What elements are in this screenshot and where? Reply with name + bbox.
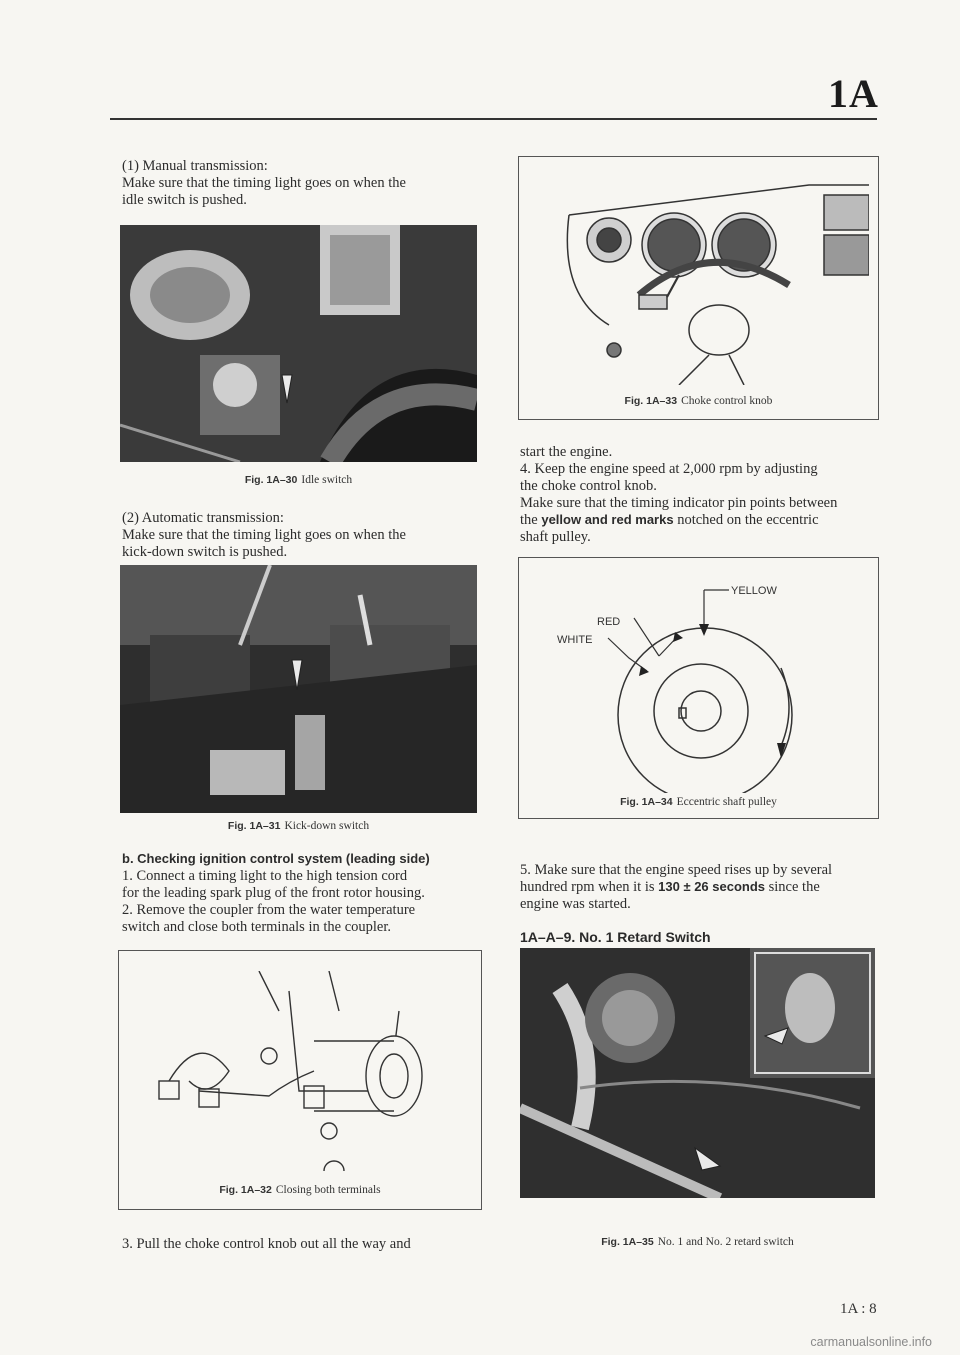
fig30-number: Fig. 1A–30: [244, 474, 298, 486]
auto-text-1: Make sure that the timing light goes on when the: [122, 527, 406, 543]
fig35-caption: [520, 1236, 875, 1248]
fig32-title: Closing both terminals: [275, 1184, 381, 1196]
idle-switch-photo: [120, 225, 477, 462]
auto-heading: (2) Automatic transmission:: [122, 510, 284, 526]
fig30-title: Idle switch: [301, 474, 353, 486]
step1-line-b: for the leading spark plug of the front rotor housing.: [122, 885, 425, 901]
fig35-title: No. 1 and No. 2 retard switch: [657, 1236, 794, 1248]
step4-d-bold: yellow and red marks: [541, 512, 674, 527]
pulley-label-white: WHITE: [557, 634, 593, 646]
fig33-frame: [518, 156, 879, 420]
fig32-number: Fig. 1A–32: [219, 1184, 272, 1196]
watermark: carmanualsonline.info: [810, 1335, 932, 1349]
step4-line-d: [520, 512, 819, 529]
pulley-label-yellow: YELLOW: [731, 585, 777, 597]
step4-line-b: the choke control knob.: [520, 478, 657, 494]
fig32-caption: [119, 1184, 481, 1196]
fig34-frame: [518, 557, 879, 819]
fig34-title: Eccentric shaft pulley: [676, 796, 777, 808]
retard-switch-photo: [520, 948, 875, 1198]
step5-line-b: [520, 879, 820, 896]
step5-b-post: since the: [768, 879, 820, 895]
fig30-caption: [120, 474, 477, 486]
header-rule: [110, 118, 877, 120]
step5-line-c: engine was started.: [520, 896, 631, 912]
manual-heading: (1) Manual transmission:: [122, 158, 268, 174]
step5-b-bold: 130 ± 26 seconds: [658, 879, 766, 894]
fig33-number: Fig. 1A–33: [624, 395, 678, 407]
closing-terminals-drawing: [139, 971, 461, 1171]
step3-line: 3. Pull the choke control knob out all the way and: [122, 1236, 411, 1252]
step4-line-a: 4. Keep the engine speed at 2,000 rpm by adjusting: [520, 461, 818, 477]
choke-knob-drawing: [529, 175, 869, 385]
step5-b-pre: hundred rpm when it is: [520, 879, 655, 895]
fig31-title: Kick-down switch: [284, 820, 370, 832]
retard-switch-heading: 1A–A–9. No. 1 Retard Switch: [520, 929, 711, 945]
kick-down-switch-photo: [120, 565, 477, 813]
step4-line-e: shaft pulley.: [520, 529, 591, 545]
pulley-label-red: RED: [597, 616, 621, 628]
fig33-title: Choke control knob: [681, 395, 773, 407]
fig32-frame: [118, 950, 482, 1210]
section-tag: 1A: [828, 71, 879, 116]
check-heading: b. Checking ignition control system (leading side): [122, 851, 430, 866]
step1-line-a: 1. Connect a timing light to the high tension cord: [122, 868, 408, 884]
fig35-number: Fig. 1A–35: [601, 1236, 654, 1248]
step4-d-pre: the: [520, 512, 538, 528]
fig31-number: Fig. 1A–31: [227, 820, 281, 832]
eccentric-pulley-drawing: [519, 558, 878, 793]
page-number: 1A : 8: [840, 1301, 877, 1317]
step5-line-a: 5. Make sure that the engine speed rises up by several: [520, 862, 833, 878]
step2-line-b: switch and close both terminals in the coupler.: [122, 919, 391, 935]
manual-text-2: idle switch is pushed.: [122, 192, 247, 208]
manual-text-1: Make sure that the timing light goes on when the: [122, 175, 406, 191]
fig33-caption: [519, 395, 878, 407]
step4-line-c: Make sure that the timing indicator pin points between: [520, 495, 838, 511]
step4-continued: start the engine.: [520, 444, 613, 460]
auto-text-2: kick-down switch is pushed.: [122, 544, 288, 560]
fig34-number: Fig. 1A–34: [620, 796, 673, 808]
step4-d-post: notched on the eccentric: [677, 512, 819, 528]
fig31-caption: [120, 820, 477, 832]
step2-line-a: 2. Remove the coupler from the water temperature: [122, 902, 416, 918]
fig34-caption: [519, 796, 878, 808]
